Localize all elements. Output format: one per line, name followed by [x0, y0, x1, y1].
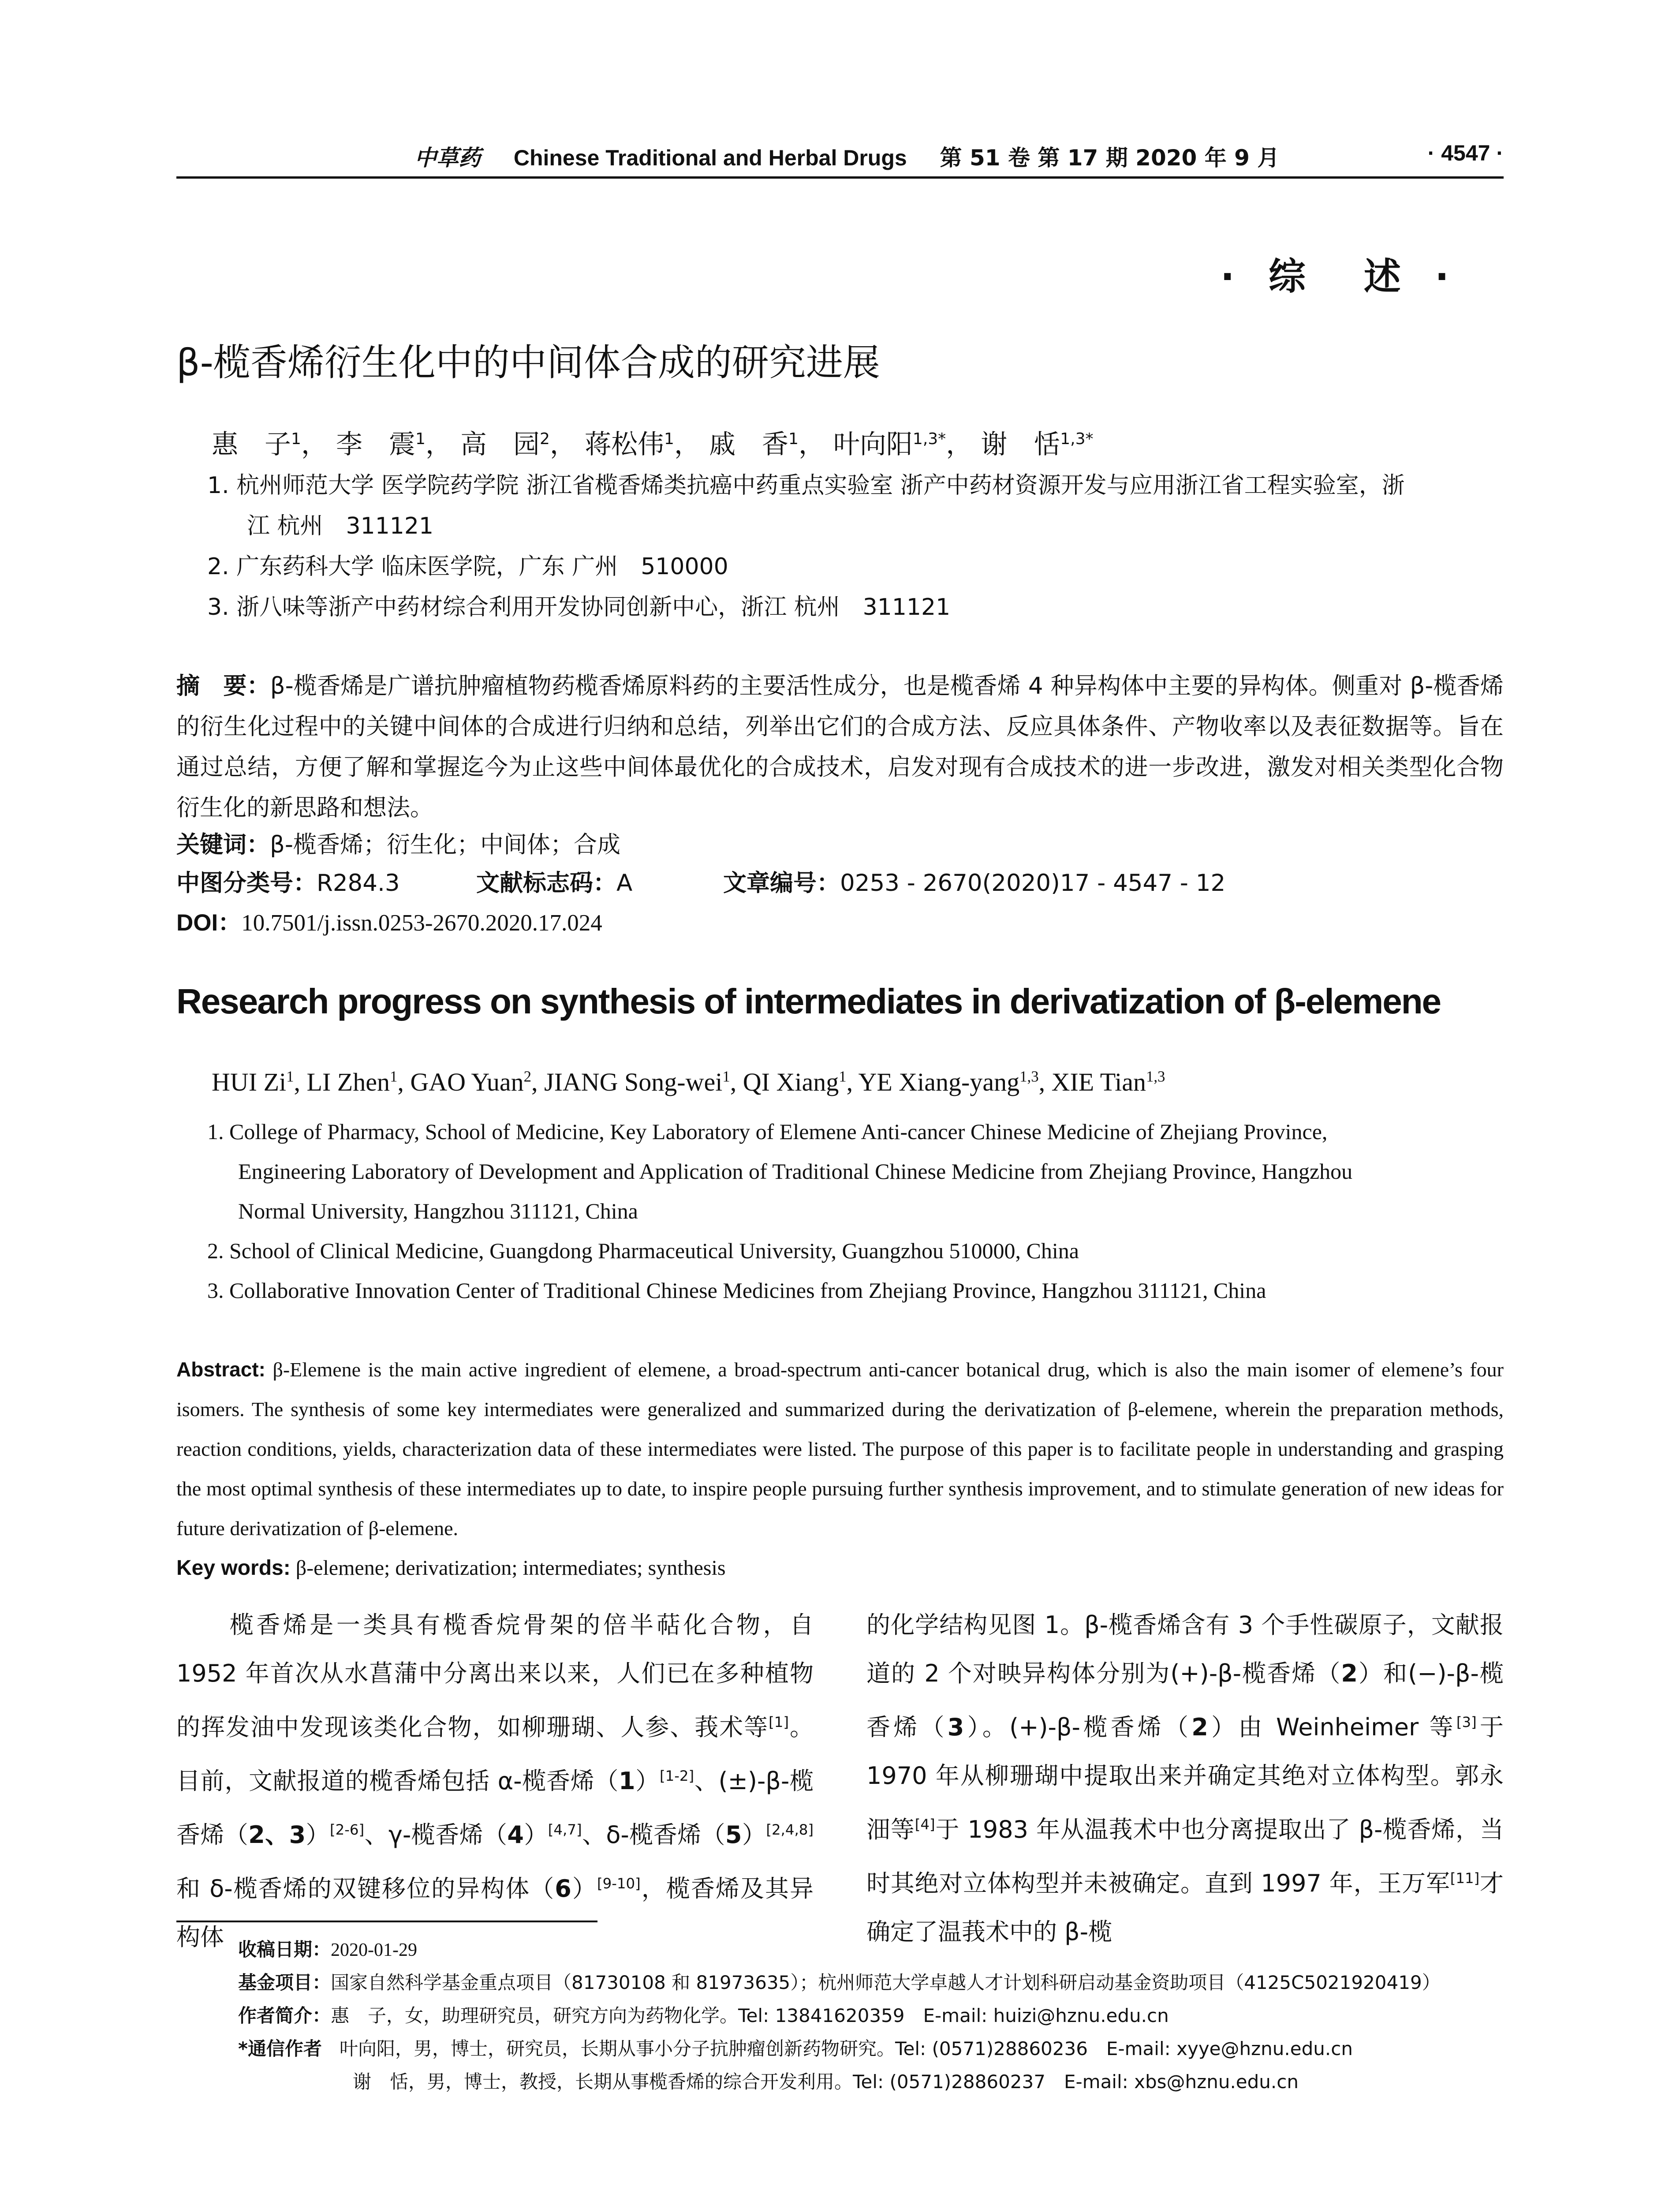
keywords-en-text: β-elemene; derivatization; intermediates; synthesis [295, 1556, 726, 1580]
abstract-cn-text: β-榄香烯是广谱抗肿瘤植物药榄香烯原料药的主要活性成分，也是榄香烯 4 种异构体中主要的异构体。侧重对 β-榄香烯的衍生化过程中的关键中间体的合成进行归纳和总结，列举出它们的合成方法、反应具体条件、产物收率以及表征数据等。旨在通过总结，方便了解和掌握迄今为止这些中间体最优化的合成技术，启发对现有合成技术的进一步改进，激发对相关类型化合物衍生化的新思路和想法。 [176, 673, 1504, 821]
journal-name-cn: 中草药 [414, 145, 481, 171]
keywords-cn-label: 关键词： [176, 832, 270, 858]
doi-label: DOI： [176, 910, 242, 936]
affiliation-en-1-cont2: Normal University, Hangzhou 311121, China [238, 1199, 638, 1223]
issue-info: 第 51 卷 第 17 期 2020 年 9 月 [940, 145, 1280, 171]
doi-line [176, 904, 602, 938]
abstract-en [176, 1349, 1504, 1548]
affiliation-cn-3: 3. 浙八味等浙产中药材综合利用开发协同创新中心，浙江 杭州 311121 [207, 594, 951, 620]
footnote-corresponding: *通信作者 叶向阳，男，博士，研究员，长期从事小分子抗肿瘤创新药物研究。Tel: (0571)28860236 E-mail: xyye@hznu.edu.cn [238, 2038, 1353, 2059]
keywords-cn-text: β-榄香烯；衍生化；中间体；合成 [270, 831, 620, 858]
affiliation-en-2: 2. School of Clinical Medicine, Guangdong Pharmaceutical University, Guangzhou 510000, China [207, 1238, 1079, 1263]
body-column-left: 榄香烯是一类具有榄香烷骨架的倍半萜化合物，自 1952 年首次从水菖蒲中分离出来以来，人们已在多种植物的挥发油中发现该类化合物，如柳珊瑚、人参、莪术等[1]。目前，文献报道的榄香烯包括 α-榄香烯（1）[1-2]、(±)-β-榄香烯（2、3）[2-6]、γ-榄香烯（4）[4,7]、δ-榄香烯（5）[2,4,8]和 δ-榄香烯的双键移位的异构体（6）[9-10]，榄香烯及其异构体 [176, 1611, 814, 1951]
doc-code-value: A [616, 870, 633, 897]
title-cn: β-榄香烯衍生化中的中间体合成的研究进展 [176, 341, 880, 384]
classification-line [176, 864, 1225, 898]
section-label: · 综 述 · [1220, 255, 1460, 298]
author-cn: 戚 香 [709, 429, 788, 460]
header-rule [176, 176, 1504, 179]
body-column-right: 的化学结构见图 1。β-榄香烯含有 3 个手性碳原子，文献报道的 2 个对映异构体分别为(+)-β-榄香烯（2）和(−)-β-榄香烯（3）。(+)-β-榄香烯（2）由 Weinheimer 等[3]于 1970 年从柳珊瑚中提取出来并确定其绝对立体构型。郭永沺等[4]于 1983 年从温莪术中也分离提取出了 β-榄香烯，当时其绝对立体构型并未被确定。直到 1997 年，王万军[11]才确定了温莪术中的 β-榄 [866, 1611, 1504, 1946]
running-header [176, 140, 1504, 180]
footnote-author-bio: 作者简介：惠 子，女，助理研究员，研究方向为药物化学。Tel: 13841620359 E-mail: huizi@hznu.edu.cn [238, 2005, 1169, 2026]
author-cn: 惠 子 [212, 429, 291, 460]
affiliation-en-3: 3. Collaborative Innovation Center of Traditional Chinese Medicines from Zhejiang Province, Hangzhou 311121, China [207, 1278, 1266, 1303]
author-cn: 蒋松伟 [584, 429, 664, 460]
affiliation-cn-1: 1. 杭州师范大学 医学院药学院 浙江省榄香烯类抗癌中药重点实验室 浙产中药材资源开发与应用浙江省工程实验室，浙 [207, 472, 1405, 499]
author-cn: 谢 恬 [981, 429, 1060, 460]
affiliation-cn-1-cont: 江 杭州 311121 [247, 513, 434, 539]
affiliation-en-1: 1. College of Pharmacy, School of Medicine, Key Laboratory of Elemene Anti-cancer Chinese Medicine of Zhejiang Province, [207, 1119, 1328, 1144]
keywords-en-label: Key words: [176, 1556, 291, 1580]
author-cn: 李 震 [336, 429, 415, 460]
article-no-value: 0253 - 2670(2020)17 - 4547 - 12 [840, 870, 1226, 897]
journal-issue-line [414, 140, 1279, 172]
footnote-fund: 基金项目：国家自然科学基金重点项目（81730108 和 81973635）；杭州师范大学卓越人才计划科研启动基金资助项目（4125C5021920419） [238, 1972, 1441, 1993]
clc-label: 中图分类号： [176, 870, 317, 896]
footnote-received: 收稿日期：2020-01-29 [238, 1939, 417, 1960]
author-cn: 叶向阳 [833, 429, 913, 460]
article-no-label: 文章编号： [723, 870, 840, 896]
footnote-corresponding-2: 谢 恬，男，博士，教授，长期从事榄香烯的综合开发利用。Tel: (0571)28860237 E-mail: xbs@hznu.edu.cn [353, 2071, 1299, 2093]
abstract-en-label: Abstract: [176, 1358, 265, 1381]
affiliation-en-1-cont: Engineering Laboratory of Development and Application of Traditional Chinese Medicine from Zhejiang Province, Hangzhou [238, 1159, 1353, 1184]
page-number: · 4547 · [1427, 141, 1504, 165]
abstract-cn-label: 摘 要： [176, 673, 270, 699]
clc-value: R284.3 [317, 870, 400, 897]
journal-name-en: Chinese Traditional and Herbal Drugs [513, 146, 907, 170]
title-en: Research progress on synthesis of intermediates in derivatization of β-elemene [176, 982, 1441, 1021]
affiliation-cn-2: 2. 广东药科大学 临床医学院，广东 广州 510000 [207, 553, 728, 580]
authors-en: HUI Zi$^1$, LI Zhen$^1$, GAO Yuan$^2$, JIANG Song-wei$^1$, QI Xiang$^1$, YE Xiang-yang$^{1,3}$, XIE Tian$^{1,3}$ [212, 1068, 1165, 1096]
abstract-en-text: β-Elemene is the main active ingredient of elemene, a broad-spectrum anti-cancer botanical drug, which is also the main isomer of elemene’s four isomers. The synthesis of some key intermediates were generalized and summarized during the derivatization of β-elemene, wherein the preparation methods, reaction conditions, yields, characterization data of these intermediates were listed. The purpose of this paper is to facilitate people in understanding and grasping the most optimal synthesis of these intermediates up to date, to inspire people pursuing further synthesis improvement, and to stimulate generation of new ideas for future derivatization of β-elemene. [176, 1358, 1504, 1540]
keywords-cn [176, 825, 1504, 865]
authors-cn: 惠 子$^1$， 李 震$^1$， 高 园$^2$， 蒋松伟$^1$， 戚 香$^1$， 叶向阳$^{1,3*}$， 谢 恬$^{1,3*}$ [212, 429, 1094, 460]
doc-code-label: 文献标志码： [476, 870, 616, 896]
footnote-rule [176, 1921, 597, 1922]
doi-value: 10.7501/j.issn.0253-2670.2020.17.024 [241, 910, 602, 936]
abstract-cn [176, 666, 1504, 828]
author-cn: 高 园 [460, 429, 540, 460]
keywords-en [176, 1548, 1504, 1588]
